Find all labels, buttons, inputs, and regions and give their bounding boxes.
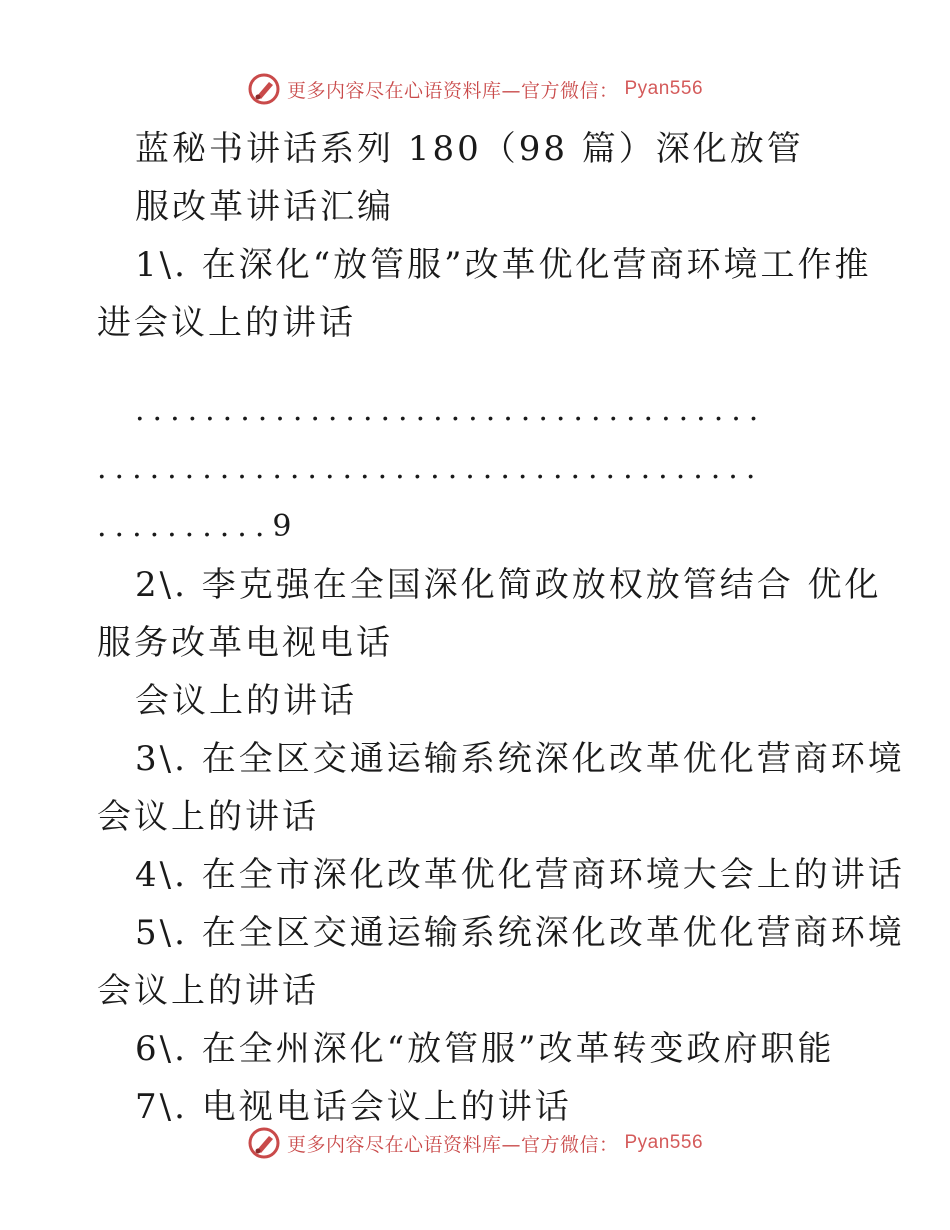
toc-entry-6: 6\. 在全州深化“放管服”改革转变政府职能 [135,1029,835,1069]
watermark-footer [0,1126,950,1160]
watermark-handle: Pyan556 [624,1132,704,1153]
toc-leader-dots-3: ..........9 [97,509,300,544]
watermark-text: 更多内容尽在心语资料库—官方微信： [286,1133,619,1156]
document-body [97,120,905,1136]
toc-entry-3-cont: 会议上的讲话 [97,797,319,837]
toc-entry-5-cont: 会议上的讲话 [97,971,319,1011]
toc-entry-3: 3\. 在全区交通运输系统深化改革优化营商环境 [135,739,905,779]
toc-entry-1-cont: 进会议上的讲话 [97,303,356,343]
brush-logo-icon [247,72,281,106]
toc-entry-2-cont: 服务改革电视电话 [97,623,393,663]
watermark-text: 更多内容尽在心语资料库—官方微信： [286,79,619,102]
toc-entry-2-cont-2: 会议上的讲话 [135,681,357,721]
doc-title-line-1: 蓝秘书讲话系列 180（98 篇）深化放管 [135,129,804,169]
toc-entry-5: 5\. 在全区交通运输系统深化改革优化营商环境 [135,913,905,953]
toc-entry-2: 2\. 李克强在全国深化简政放权放管结合 优化 [135,565,882,605]
toc-entry-4: 4\. 在全市深化改革优化营商环境大会上的讲话 [135,855,905,895]
toc-entry-7: 7\. 电视电话会议上的讲话 [135,1087,572,1127]
toc-leader-dots-1: .................................... [135,393,767,428]
watermark-handle: Pyan556 [624,78,704,99]
doc-title-line-2: 服改革讲话汇编 [135,187,394,227]
toc-leader-dots-2: ...................................... [97,451,764,486]
brush-logo-icon [247,1126,281,1160]
watermark-header [0,72,950,106]
toc-entry-1: 1\. 在深化“放管服”改革优化营商环境工作推 [135,245,872,285]
